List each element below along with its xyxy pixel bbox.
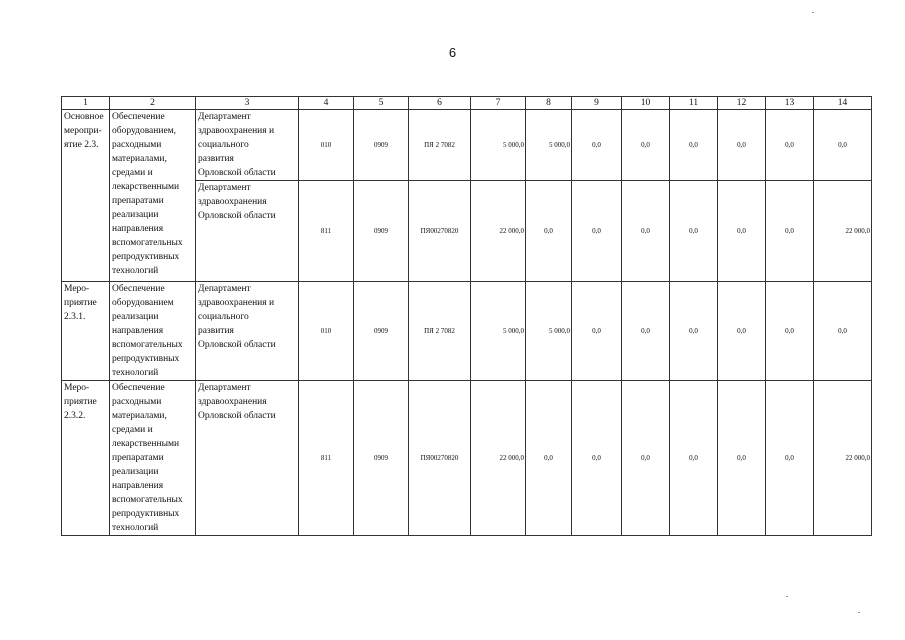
executor-cell: Департамент здравоохранения и социального развития Орловской области: [196, 282, 299, 381]
scan-speck: [786, 596, 788, 597]
table-row: [62, 381, 872, 536]
value-cell: 0,0: [766, 181, 814, 282]
value-cell: 0,0: [718, 181, 766, 282]
value-cell: 811: [299, 381, 354, 536]
value-cell: 0,0: [670, 282, 718, 381]
measure-name-cell: Обеспечение оборудованием, расходными материалами, средами и лекарственными препаратами реализации направления вспомогательных репродуктивных технологий: [110, 110, 196, 282]
value-cell: 811: [299, 181, 354, 282]
measure-name-cell: Обеспечение оборудованием реализации направления вспомогательных репродуктивных технологий: [110, 282, 196, 381]
value-cell: 0,0: [572, 181, 622, 282]
value-cell: 0,0: [622, 381, 670, 536]
value-cell: 0,0: [622, 110, 670, 181]
header-cell: 1: [62, 97, 110, 110]
value-cell: 0,0: [572, 110, 622, 181]
scan-speck: [812, 12, 814, 13]
executor-cell: Департамент здравоохранения Орловской области: [196, 181, 299, 282]
value-cell: 0909: [354, 181, 409, 282]
value-cell: 0,0: [670, 381, 718, 536]
value-cell: 0,0: [718, 381, 766, 536]
measure-code-cell: Меро- приятие 2.3.1.: [62, 282, 110, 381]
value-cell: 010: [299, 110, 354, 181]
value-cell: 0,0: [814, 110, 872, 181]
header-cell: 12: [718, 97, 766, 110]
scan-speck: [858, 612, 860, 613]
header-cell: 8: [526, 97, 572, 110]
header-cell: 11: [670, 97, 718, 110]
value-cell: 010: [299, 282, 354, 381]
header-cell: 7: [471, 97, 526, 110]
program-table: [61, 96, 872, 536]
measure-code-cell: Меро- приятие 2.3.2.: [62, 381, 110, 536]
header-cell: 6: [409, 97, 471, 110]
value-cell: 0,0: [718, 282, 766, 381]
value-cell: 22 000,0: [814, 181, 872, 282]
header-cell: 13: [766, 97, 814, 110]
table-row: [62, 282, 872, 381]
value-cell: 0,0: [814, 282, 872, 381]
header-row: [62, 97, 872, 110]
value-cell: 0,0: [622, 282, 670, 381]
value-cell: 0,0: [766, 110, 814, 181]
value-cell: 22 000,0: [814, 381, 872, 536]
value-cell: ПЯ 2 7082: [409, 282, 471, 381]
executor-cell: Департамент здравоохранения Орловской области: [196, 381, 299, 536]
value-cell: 5 000,0: [471, 282, 526, 381]
header-cell: 2: [110, 97, 196, 110]
value-cell: 0909: [354, 110, 409, 181]
value-cell: 5 000,0: [471, 110, 526, 181]
value-cell: 5 000,0: [526, 110, 572, 181]
measure-code-cell: Основное меропри- ятие 2.3.: [62, 110, 110, 282]
header-cell: 9: [572, 97, 622, 110]
value-cell: 0,0: [718, 110, 766, 181]
page-number: 6: [448, 45, 457, 60]
value-cell: 0,0: [670, 110, 718, 181]
header-cell: 3: [196, 97, 299, 110]
value-cell: 0,0: [622, 181, 670, 282]
value-cell: 0909: [354, 282, 409, 381]
value-cell: 0,0: [572, 282, 622, 381]
table-row: [62, 110, 872, 181]
value-cell: ПЯ00270820: [409, 181, 471, 282]
value-cell: 0,0: [572, 381, 622, 536]
value-cell: 0,0: [670, 181, 718, 282]
value-cell: 5 000,0: [526, 282, 572, 381]
header-cell: 5: [354, 97, 409, 110]
value-cell: 0,0: [766, 282, 814, 381]
value-cell: 22 000,0: [471, 381, 526, 536]
value-cell: 0909: [354, 381, 409, 536]
value-cell: 22 000,0: [471, 181, 526, 282]
header-cell: 4: [299, 97, 354, 110]
measure-name-cell: Обеспечение расходными материалами, средами и лекарственными препаратами реализации направления вспомогательных репродуктивных технологий: [110, 381, 196, 536]
value-cell: ПЯ 2 7082: [409, 110, 471, 181]
executor-cell: Департамент здравоохранения и социального развития Орловской области: [196, 110, 299, 181]
value-cell: ПЯ00270820: [409, 381, 471, 536]
header-cell: 10: [622, 97, 670, 110]
header-cell: 14: [814, 97, 872, 110]
value-cell: 0,0: [526, 181, 572, 282]
value-cell: 0,0: [526, 381, 572, 536]
value-cell: 0,0: [766, 381, 814, 536]
